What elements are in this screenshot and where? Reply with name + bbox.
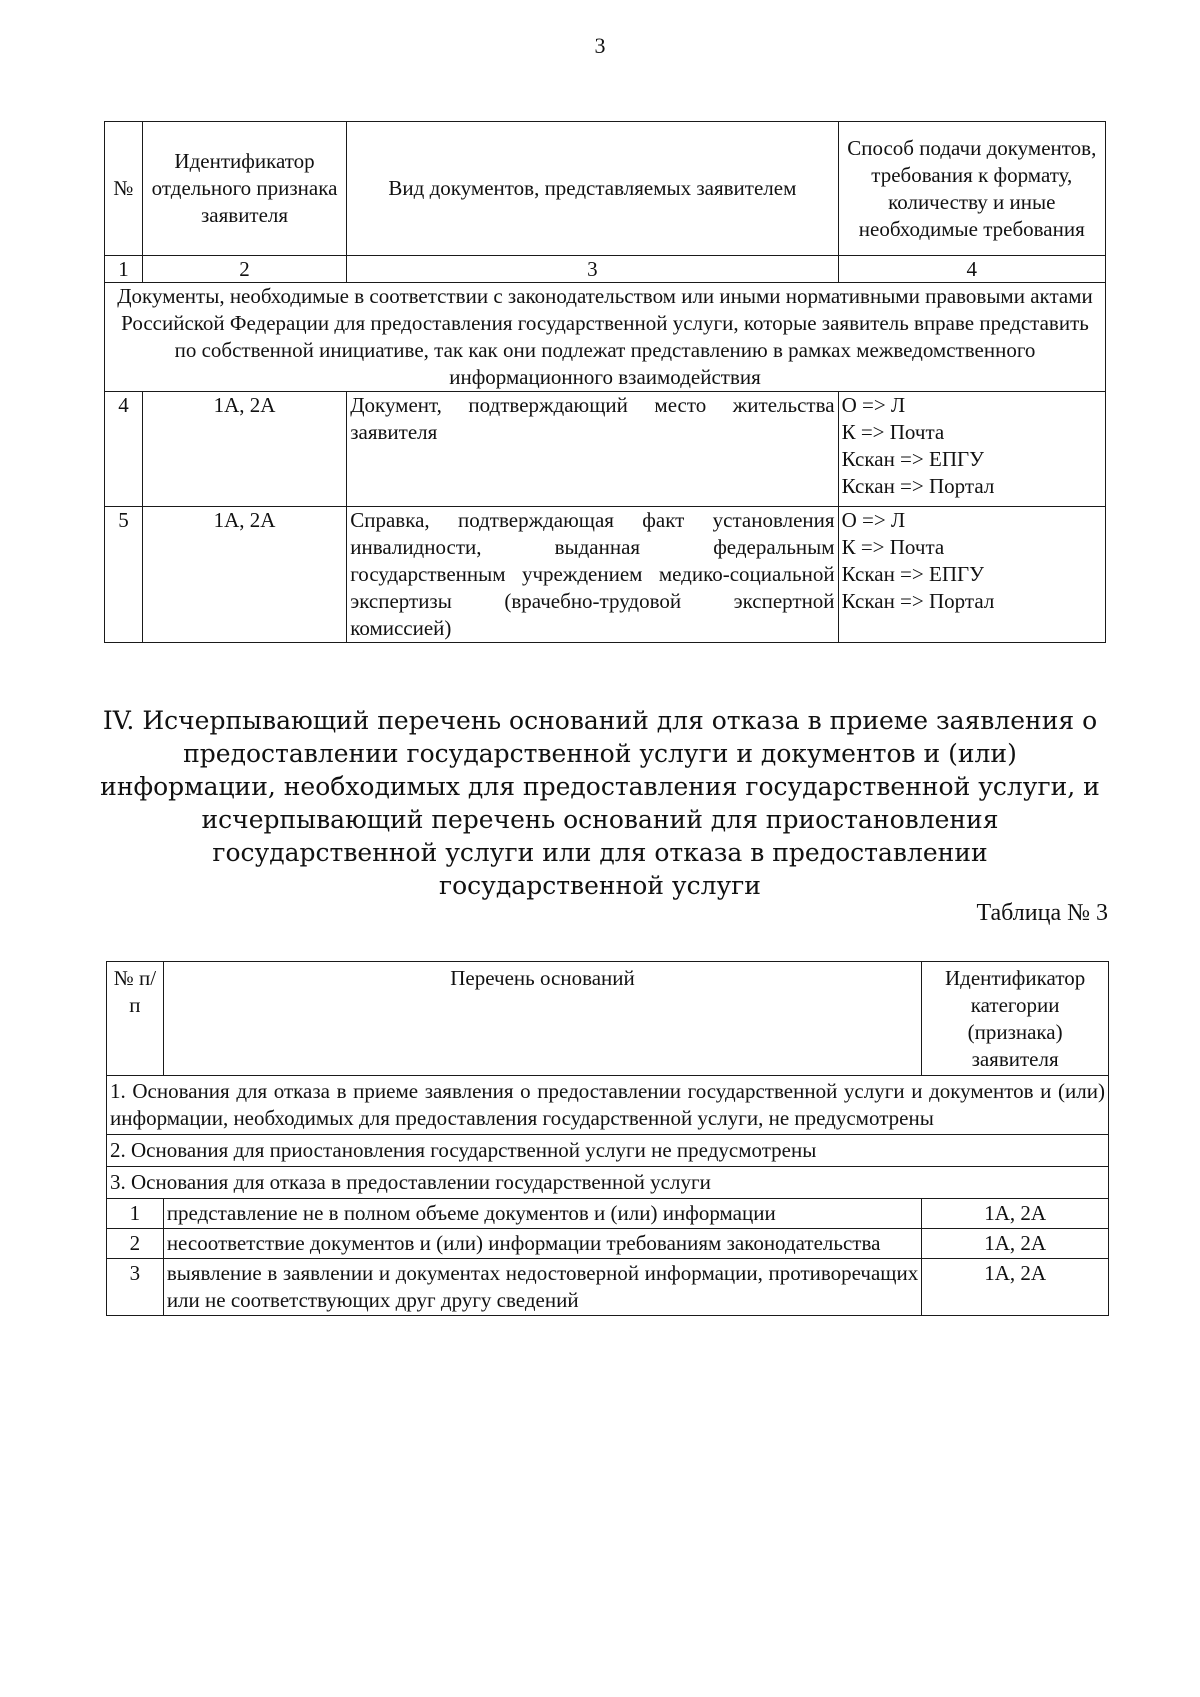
header-method: Способ подачи документов, требования к формату, количеству и иные необходимые требования	[838, 122, 1105, 256]
method-line: К => Почта	[841, 420, 945, 444]
method-line: О => Л	[841, 508, 906, 532]
table-caption: Таблица № 3	[976, 900, 1108, 926]
documents-table	[104, 121, 1106, 643]
item-number: 2	[107, 1229, 164, 1259]
row-doc-type: Документ, подтверждающий место жительства заявителя	[347, 392, 838, 507]
row-methods	[838, 507, 1105, 643]
item-category: 1А, 2А	[922, 1259, 1109, 1316]
method-line: К => Почта	[841, 535, 945, 559]
column-number: 2	[142, 256, 346, 283]
group-row	[107, 1135, 1109, 1167]
row-number: 4	[105, 392, 143, 507]
header-no: № п/п	[107, 962, 164, 1076]
group-row	[107, 1167, 1109, 1199]
row-doc-type: Справка, подтверждающая факт установления инвалидности, выданная федеральным государственным учреждением медико-социальной экспертизы (врачебно-трудовой экспертной комиссией)	[347, 507, 838, 643]
item-text: несоответствие документов и (или) информации требованиям законодательства	[163, 1229, 921, 1259]
column-number: 4	[838, 256, 1105, 283]
item-category: 1А, 2А	[922, 1229, 1109, 1259]
row-identifier: 1А, 2А	[142, 392, 346, 507]
table-header-row	[105, 122, 1106, 256]
item-category: 1А, 2А	[922, 1199, 1109, 1229]
group-row	[107, 1076, 1109, 1135]
table-row	[105, 507, 1106, 643]
table-row	[107, 1229, 1109, 1259]
row-methods	[838, 392, 1105, 507]
header-category: Идентификатор категории (признака) заявителя	[922, 962, 1109, 1076]
method-line: Кскан => Портал	[841, 474, 995, 498]
method-line: Кскан => Портал	[841, 589, 995, 613]
section-title-row	[105, 283, 1106, 392]
item-number: 3	[107, 1259, 164, 1316]
reasons-table	[106, 961, 1109, 1316]
group-title: 1. Основания для отказа в приеме заявления о предоставлении государственной услуги и документов и (или) информации, необходимых для предоставления государственной услуги, не предусмотрены	[107, 1076, 1109, 1135]
column-number: 1	[105, 256, 143, 283]
header-identifier: Идентификатор отдельного признака заявителя	[142, 122, 346, 256]
column-number: 3	[347, 256, 838, 283]
item-text: выявление в заявлении и документах недостоверной информации, противоречащих или не соответствующих друг другу сведений	[163, 1259, 921, 1316]
table-row	[107, 1259, 1109, 1316]
row-identifier: 1А, 2А	[142, 507, 346, 643]
table-header-row	[107, 962, 1109, 1076]
header-reasons: Перечень оснований	[163, 962, 921, 1076]
item-text: представление не в полном объеме документов и (или) информации	[163, 1199, 921, 1229]
row-number: 5	[105, 507, 143, 643]
section-heading: IV. Исчерпывающий перечень оснований для отказа в приеме заявления о предоставлении государственной услуги и документов и (или) информации, необходимых для предоставления государственной услуги, и исчерпывающий перечень оснований для приостановления государственной услуги или для отказа в предоставлении государственной услуги	[100, 706, 1100, 900]
section-title: Документы, необходимые в соответствии с законодательством или иными нормативными правовыми актами Российской Федерации для предоставления государственной услуги, которые заявитель вправе представить по собственной инициативе, так как они подлежат представлению в рамках межведомственного информационного взаимодействия	[105, 283, 1106, 392]
table-row	[105, 392, 1106, 507]
header-no: №	[105, 122, 143, 256]
header-doc-type: Вид документов, представляемых заявителем	[347, 122, 838, 256]
method-line: Кскан => ЕПГУ	[841, 447, 984, 471]
method-line: Кскан => ЕПГУ	[841, 562, 984, 586]
item-number: 1	[107, 1199, 164, 1229]
group-title: 2. Основания для приостановления государственной услуги не предусмотрены	[107, 1135, 1109, 1167]
method-line: О => Л	[841, 393, 906, 417]
table-row	[107, 1199, 1109, 1229]
page-number: 3	[594, 33, 606, 58]
group-title: 3. Основания для отказа в предоставлении государственной услуги	[107, 1167, 1109, 1199]
column-numbers-row	[105, 256, 1106, 283]
